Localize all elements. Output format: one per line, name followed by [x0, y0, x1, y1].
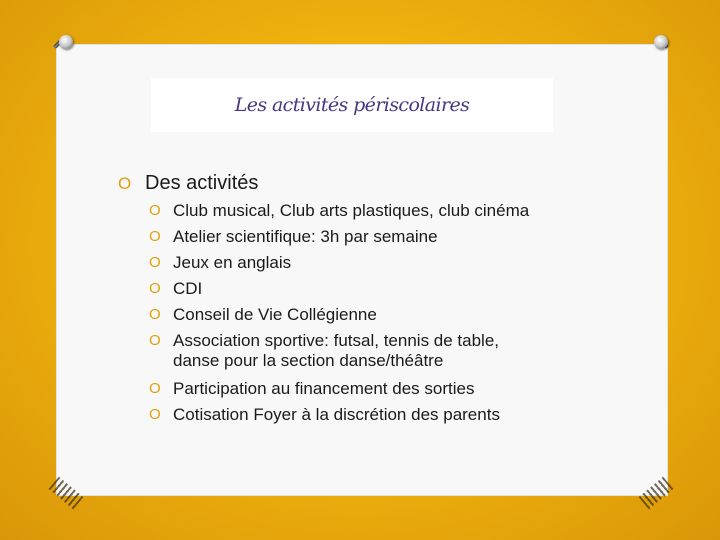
bullet-icon: O [149, 228, 161, 245]
bullet-icon: O [149, 332, 161, 349]
list-item-text: Cotisation Foyer à la discrétion des parents [173, 405, 500, 424]
list-item-text: Association sportive: futsal, tennis de table, danse pour la section danse/théâtre [173, 331, 500, 370]
list-item [149, 227, 438, 247]
list-item-text: Atelier scientifique: 3h par semaine [173, 227, 438, 246]
list-item [149, 305, 377, 325]
list-item [149, 253, 291, 273]
bullet-icon: O [149, 280, 161, 297]
list-item-text: Participation au financement des sorties [173, 379, 475, 398]
main-bullet [118, 172, 258, 195]
list-item-text: Club musical, Club arts plastiques, club cinéma [173, 201, 530, 220]
list-item [149, 379, 474, 399]
list-item-text: Conseil de Vie Collégienne [173, 305, 377, 324]
bullet-icon: O [149, 406, 161, 423]
bullet-icon: O [149, 254, 161, 271]
list-item [149, 405, 500, 425]
main-bullet-text: Des activités [145, 172, 259, 194]
pushpin-left-icon [59, 35, 73, 49]
bullet-icon: O [149, 202, 161, 219]
title-box [151, 78, 553, 132]
bullet-icon: O [149, 306, 161, 323]
list-item [149, 331, 499, 371]
bullet-icon: O [118, 174, 132, 193]
page-title: Les activités périscolaires [234, 94, 470, 116]
bullet-icon: O [149, 380, 161, 397]
list-item-text: CDI [173, 279, 203, 298]
list-item-text: Jeux en anglais [173, 253, 292, 272]
list-item [149, 279, 202, 299]
list-item [149, 201, 529, 221]
pushpin-right-icon [654, 35, 668, 49]
